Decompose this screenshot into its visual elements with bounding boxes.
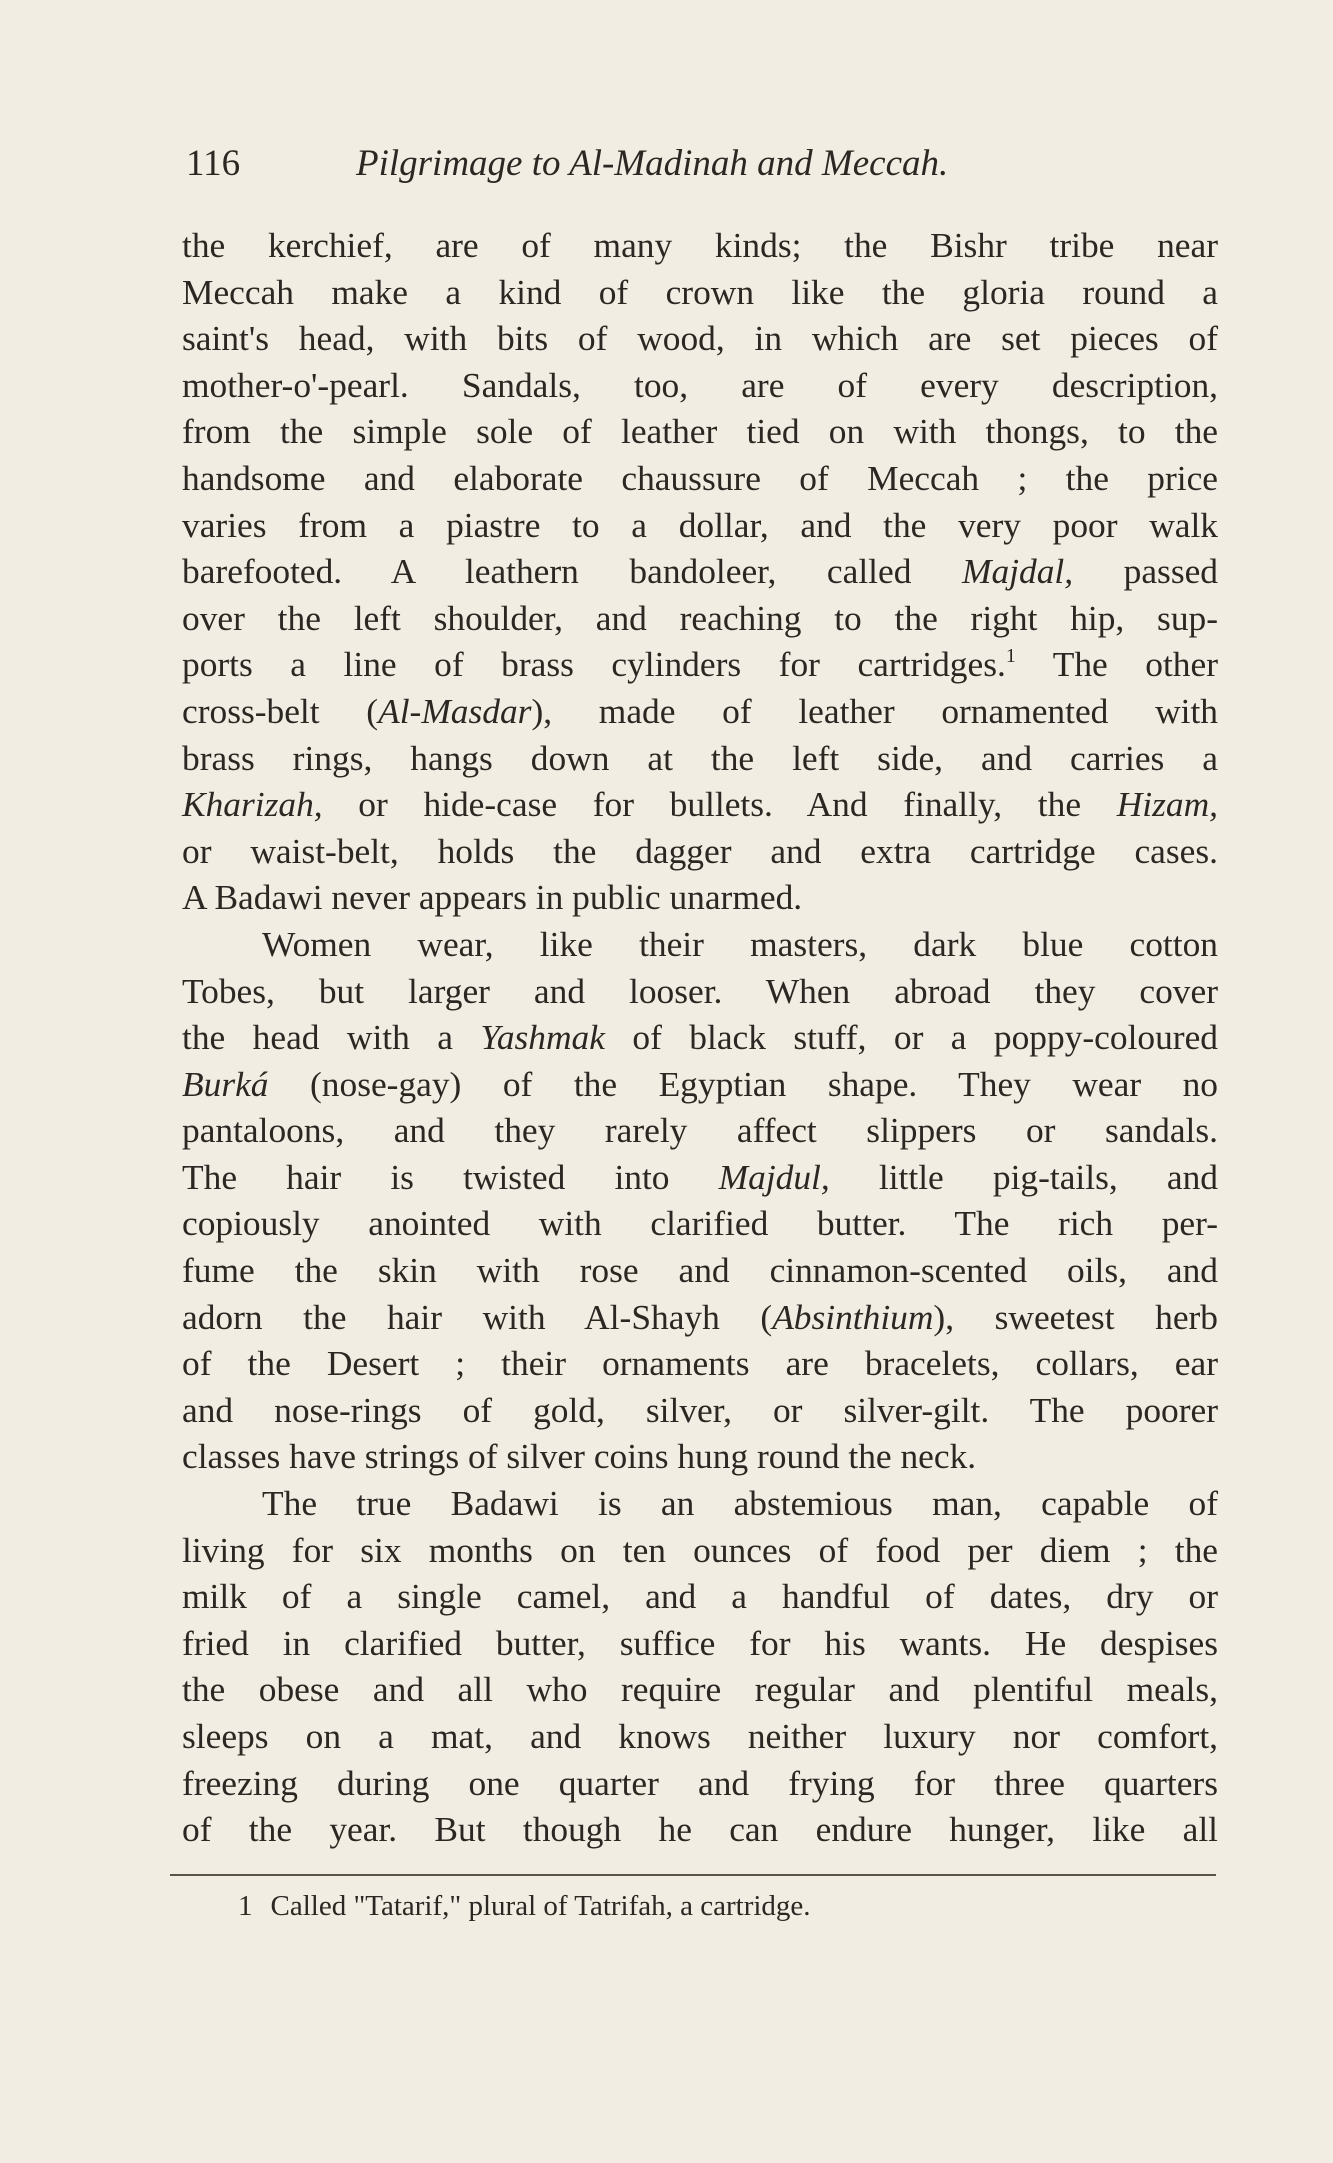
text-line: fried in clarified butter, suffice for his wants. He despises (182, 1622, 1218, 1663)
text-line: The true Badawi is an abstemious man, capable of (262, 1483, 1218, 1524)
text-line: saint's head, with bits of wood, in which are set pieces of (182, 318, 1218, 359)
footnote-mark: 1 (238, 1890, 253, 1922)
italic-term: Yashmak (480, 1017, 605, 1058)
text-line: Tobes, but larger and looser. When abroad they cover (182, 970, 1218, 1011)
body-text (182, 222, 1218, 1853)
italic-term: Hizam, (1116, 784, 1218, 825)
text-line: pantaloons, and they rarely affect slippers or sandals. (182, 1110, 1218, 1151)
text-line: the obese and all who require regular and plentiful meals, (182, 1669, 1218, 1710)
text-line: handsome and elaborate chaussure of Meccah ; the price (182, 457, 1218, 498)
footnote-reference: 1 (1005, 645, 1016, 668)
italic-term: Absinthium (772, 1296, 934, 1337)
italic-term: Majdul, (718, 1156, 830, 1197)
page-header (186, 142, 1216, 192)
text-line: from the simple sole of leather tied on with thongs, to the (182, 411, 1218, 452)
text-line: Burká (nose-gay) of the Egyptian shape. They wear no (182, 1063, 1218, 1104)
italic-term: Majdal, (961, 551, 1074, 592)
page-number: 116 (186, 143, 241, 184)
text-line: cross-belt (Al-Masdar), made of leather ornamented with (182, 690, 1218, 731)
text-line: copiously anointed with clarified butter. The rich per- (182, 1203, 1218, 1244)
italic-term: Burká (182, 1063, 269, 1104)
text-line: living for six months on ten ounces of food per diem ; the (182, 1529, 1218, 1570)
text-line: fume the skin with rose and cinnamon-scented oils, and (182, 1250, 1218, 1291)
text-line: adorn the hair with Al-Shayh (Absinthium), sweetest herb (182, 1296, 1219, 1337)
text-line: freezing during one quarter and frying for three quarters (182, 1762, 1218, 1803)
text-line: the kerchief, are of many kinds; the Bishr tribe near (182, 225, 1218, 265)
text-line: and nose-rings of gold, silver, or silver-gilt. The poorer (182, 1389, 1218, 1430)
footnote-text: Called "Tatarif," plural of Tatrifah, a cartridge. (270, 1890, 811, 1922)
text-line: Meccah make a kind of crown like the gloria round a (182, 271, 1218, 312)
text-line: mother-o'-pearl. Sandals, too, are of every description, (182, 364, 1218, 405)
italic-term: Kharizah, (182, 784, 323, 825)
text-line: The hair is twisted into Majdul, little pig-tails, and (182, 1156, 1218, 1197)
text-line: sleeps on a mat, and knows neither luxury nor comfort, (182, 1716, 1218, 1756)
text-line: the head with a Yashmak of black stuff, or a poppy-coloured (182, 1017, 1218, 1058)
text-line: A Badawi never appears in public unarmed. (182, 877, 803, 918)
text-line: barefooted. A leathern bandoleer, called Majdal, passed (182, 551, 1218, 592)
text-line: classes have strings of silver coins hung round the neck. (182, 1436, 977, 1477)
italic-term: Al-Masdar (378, 690, 532, 731)
text-line: Kharizah, or hide-case for bullets. And finally, the Hizam, (182, 784, 1218, 825)
running-title: Pilgrimage to Al-Madinah and Meccah. (356, 143, 949, 184)
text-line: brass rings, hangs down at the left side, and carries a (182, 737, 1218, 778)
text-line: milk of a single camel, and a handful of dates, dry or (182, 1576, 1218, 1617)
footnote-divider (170, 1874, 1216, 1876)
text-line: over the left shoulder, and reaching to the right hip, sup- (182, 597, 1218, 638)
text-line: of the year. But though he can endure hunger, like all (182, 1809, 1218, 1850)
text-line: of the Desert ; their ornaments are bracelets, collars, ear (182, 1343, 1218, 1384)
text-line: Women wear, like their masters, dark blue cotton (262, 923, 1218, 964)
footnote (238, 1888, 1138, 1924)
text-line: varies from a piastre to a dollar, and the very poor walk (182, 504, 1218, 545)
text-line: or waist-belt, holds the dagger and extra cartridge cases. (182, 830, 1218, 871)
text-line: ports a line of brass cylinders for cartridges.$^1$ The other (182, 644, 1218, 685)
